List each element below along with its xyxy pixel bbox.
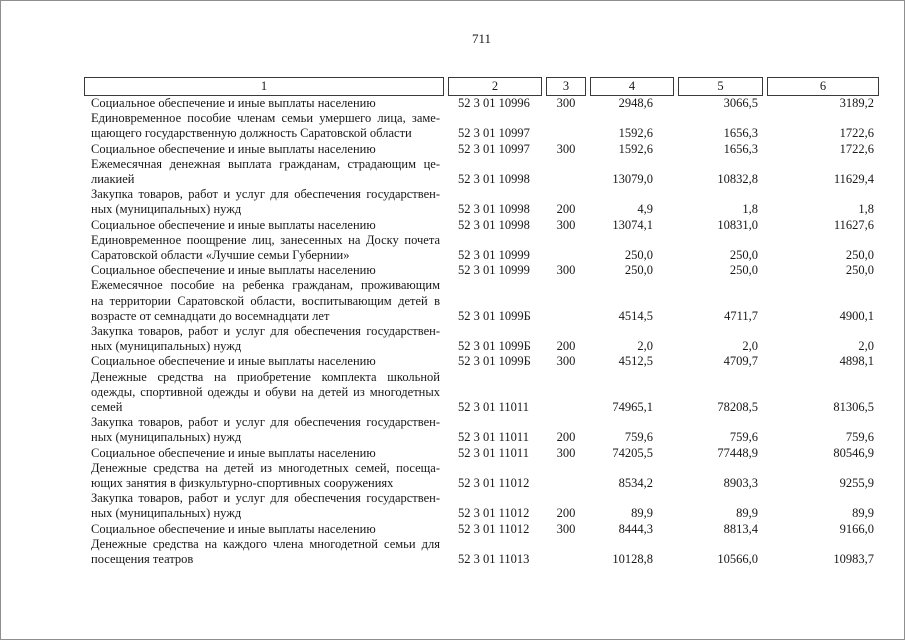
cell-amount-1: 4514,5 — [618, 308, 653, 323]
name-line: Ежемесячная денежная выплата гражданам, страдающим це- — [91, 156, 440, 171]
table-row — [84, 324, 879, 354]
cell-name — [84, 263, 444, 278]
name-line: посещения театров — [91, 552, 194, 567]
cell-amount-2: 10832,8 — [717, 172, 758, 187]
cell-name — [84, 218, 444, 233]
cell-amount-1: 10128,8 — [612, 552, 653, 567]
cell-amount-3: 81306,5 — [833, 400, 874, 415]
cell-amount-1: 4,9 — [637, 202, 653, 217]
table-row — [84, 354, 879, 369]
table-row — [84, 446, 879, 461]
cell-amount-1: 74965,1 — [612, 400, 653, 415]
name-line: Социальное обеспечение и иные выплаты населению — [91, 445, 376, 460]
cell-name — [84, 522, 444, 537]
cell-code: 52 3 01 10998 — [458, 217, 530, 232]
cell-amount-2: 4709,7 — [723, 354, 758, 369]
name-line: лиакией — [91, 172, 135, 187]
name-line: Закупка товаров, работ и услуг для обеспечения государствен- — [91, 491, 440, 506]
cell-expense-type: 300 — [556, 96, 576, 110]
name-line: Социальное обеспечение и иные выплаты населению — [91, 217, 376, 232]
cell-name — [84, 537, 444, 567]
cell-code: 52 3 01 10997 — [458, 126, 530, 141]
cell-amount-1: 250,0 — [624, 263, 653, 278]
cell-amount-1: 89,9 — [631, 506, 653, 521]
cell-amount-2: 4711,7 — [724, 308, 758, 323]
column-header-5: 5 — [678, 77, 763, 96]
name-line: Социальное обеспечение и иные выплаты населению — [91, 141, 376, 156]
cell-name — [84, 446, 444, 461]
cell-expense-type: 300 — [556, 263, 576, 278]
cell-amount-1: 13074,1 — [612, 217, 653, 232]
cell-amount-3: 9255,9 — [839, 476, 874, 491]
cell-code: 52 3 01 1099Б — [458, 354, 531, 369]
cell-expense-type — [546, 461, 586, 491]
cell-amount-2: 2,0 — [742, 339, 758, 354]
cell-amount-2: 3066,5 — [723, 96, 758, 110]
table-row — [84, 522, 879, 537]
cell-amount-3: 80546,9 — [833, 445, 874, 460]
cell-code: 52 3 01 1099Б — [458, 308, 531, 323]
cell-amount-3: 11627,6 — [833, 217, 874, 232]
name-line: на территории Саратовской области, воспитывающим детей в — [91, 293, 440, 308]
page-number: 711 — [471, 31, 492, 46]
table-row — [84, 111, 879, 141]
cell-expense-type — [546, 370, 586, 416]
cell-expense-type: 200 — [556, 202, 576, 217]
table-row — [84, 415, 879, 445]
table-row — [84, 233, 879, 263]
name-line: Социальное обеспечение и иные выплаты населению — [91, 263, 376, 278]
cell-amount-1: 8534,2 — [618, 476, 653, 491]
name-line: Единовременное пособие членам семьи умершего лица, заме- — [91, 111, 440, 126]
cell-expense-type — [546, 278, 586, 324]
cell-name — [84, 142, 444, 157]
cell-name — [84, 324, 444, 354]
cell-name — [84, 187, 444, 217]
cell-amount-2: 1,8 — [742, 202, 758, 217]
cell-amount-1: 250,0 — [624, 248, 653, 263]
name-line: Ежемесячное пособие на ребенка гражданам, проживающим — [91, 278, 440, 293]
cell-amount-3: 2,0 — [858, 339, 874, 354]
cell-amount-3: 11629,4 — [833, 172, 874, 187]
cell-amount-3: 3189,2 — [839, 96, 874, 110]
cell-amount-1: 74205,5 — [612, 445, 653, 460]
cell-amount-2: 10566,0 — [717, 552, 758, 567]
cell-amount-3: 1,8 — [858, 202, 874, 217]
cell-code: 52 3 01 10997 — [458, 141, 530, 156]
name-line: Закупка товаров, работ и услуг для обеспечения государствен- — [91, 187, 440, 202]
name-line: Единовременное поощрение лиц, занесенных на Доску почета — [91, 232, 440, 247]
cell-code: 52 3 01 11012 — [458, 506, 530, 521]
cell-amount-2: 77448,9 — [717, 445, 758, 460]
budget-table — [80, 77, 883, 567]
table-body — [84, 96, 879, 567]
table-header-row — [84, 77, 879, 96]
name-line: возрасте от семнадцати до восемнадцати лет — [91, 308, 330, 323]
table-header — [84, 77, 879, 96]
cell-amount-2: 1656,3 — [723, 126, 758, 141]
cell-code: 52 3 01 10998 — [458, 172, 530, 187]
cell-code: 52 3 01 1099Б — [458, 339, 531, 354]
cell-amount-2: 250,0 — [729, 248, 758, 263]
column-header-6: 6 — [767, 77, 879, 96]
cell-amount-2: 8813,4 — [723, 521, 758, 536]
cell-amount-3: 1722,6 — [839, 141, 874, 156]
name-line: семей — [91, 400, 123, 415]
cell-name — [84, 96, 444, 111]
cell-amount-1: 1592,6 — [618, 141, 653, 156]
name-line: одежды, спортивной одежды и обуви на детей из многодетных — [91, 384, 440, 399]
cell-name — [84, 354, 444, 369]
name-line: Социальное обеспечение и иные выплаты населению — [91, 96, 376, 110]
cell-amount-1: 1592,6 — [618, 126, 653, 141]
cell-amount-1: 4512,5 — [618, 354, 653, 369]
cell-code: 52 3 01 10996 — [458, 96, 530, 110]
cell-amount-1: 759,6 — [624, 430, 653, 445]
cell-code: 52 3 01 10999 — [458, 248, 530, 263]
name-line: ных (муниципальных) нужд — [91, 339, 242, 354]
column-header-2: 2 — [448, 77, 542, 96]
cell-name — [84, 278, 444, 324]
cell-expense-type: 200 — [556, 506, 576, 521]
cell-expense-type: 300 — [556, 354, 576, 369]
table-row — [84, 187, 879, 217]
table-row — [84, 218, 879, 233]
cell-name — [84, 370, 444, 416]
cell-amount-2: 89,9 — [736, 506, 758, 521]
cell-amount-3: 250,0 — [845, 248, 874, 263]
cell-amount-2: 759,6 — [729, 430, 758, 445]
cell-amount-2: 78208,5 — [717, 400, 758, 415]
cell-amount-3: 1722,6 — [839, 126, 874, 141]
cell-expense-type — [546, 233, 586, 263]
cell-amount-3: 4900,1 — [839, 308, 874, 323]
table-row — [84, 278, 879, 324]
name-line: Социальное обеспечение и иные выплаты населению — [91, 521, 376, 536]
cell-name — [84, 157, 444, 187]
cell-expense-type — [546, 537, 586, 567]
cell-name — [84, 461, 444, 491]
cell-name — [84, 415, 444, 445]
cell-amount-1: 13079,0 — [612, 172, 653, 187]
name-line: Саратовской области «Лучшие семьи Губернии» — [91, 248, 350, 263]
table-row — [84, 537, 879, 567]
cell-amount-3: 9166,0 — [839, 521, 874, 536]
name-line: Денежные средства на каждого члена многодетной семьи для — [91, 536, 440, 551]
cell-amount-1: 8444,3 — [618, 521, 653, 536]
cell-expense-type: 300 — [556, 445, 576, 460]
cell-amount-1: 2948,6 — [618, 96, 653, 110]
cell-name — [84, 491, 444, 521]
cell-amount-3: 250,0 — [845, 263, 874, 278]
table-row — [84, 96, 879, 111]
cell-amount-2: 10831,0 — [717, 217, 758, 232]
table-row — [84, 142, 879, 157]
name-line: Закупка товаров, работ и услуг для обеспечения государствен- — [91, 324, 440, 339]
name-line: Социальное обеспечение и иные выплаты населению — [91, 354, 376, 369]
column-header-1: 1 — [84, 77, 444, 96]
table-row — [84, 370, 879, 416]
column-header-4: 4 — [590, 77, 674, 96]
name-line: Денежные средства на приобретение комплекта школьной — [91, 369, 440, 384]
cell-amount-2: 250,0 — [729, 263, 758, 278]
cell-amount-2: 1656,3 — [723, 141, 758, 156]
cell-code: 52 3 01 11012 — [458, 476, 530, 491]
cell-amount-3: 4898,1 — [839, 354, 874, 369]
name-line: ных (муниципальных) нужд — [91, 430, 242, 445]
cell-code: 52 3 01 11012 — [458, 521, 530, 536]
name-line: ных (муниципальных) нужд — [91, 202, 242, 217]
cell-expense-type: 300 — [556, 521, 576, 536]
name-line: ных (муниципальных) нужд — [91, 506, 242, 521]
cell-code: 52 3 01 11011 — [458, 430, 529, 445]
table-row — [84, 263, 879, 278]
cell-amount-3: 759,6 — [845, 430, 874, 445]
cell-amount-3: 10983,7 — [833, 552, 874, 567]
column-header-3: 3 — [546, 77, 586, 96]
cell-amount-3: 89,9 — [852, 506, 874, 521]
cell-code: 52 3 01 10998 — [458, 202, 530, 217]
cell-name — [84, 233, 444, 263]
cell-name — [84, 111, 444, 141]
cell-expense-type: 300 — [556, 217, 576, 232]
cell-code: 52 3 01 10999 — [458, 263, 530, 278]
cell-expense-type — [546, 111, 586, 141]
cell-expense-type — [546, 157, 586, 187]
table-row — [84, 461, 879, 491]
name-line: Закупка товаров, работ и услуг для обеспечения государствен- — [91, 415, 440, 430]
cell-code: 52 3 01 11011 — [458, 445, 529, 460]
cell-expense-type: 200 — [556, 339, 576, 354]
cell-amount-2: 8903,3 — [723, 476, 758, 491]
name-line: щающего государственную должность Саратовской области — [91, 126, 412, 141]
name-line: ющих занятия в физкультурно-спортивных сооружениях — [91, 476, 394, 491]
table-row — [84, 157, 879, 187]
cell-code: 52 3 01 11011 — [458, 400, 529, 415]
cell-code: 52 3 01 11013 — [458, 552, 530, 567]
cell-expense-type: 200 — [556, 430, 576, 445]
name-line: Денежные средства на детей из многодетных семей, посеща- — [91, 460, 440, 475]
cell-expense-type: 300 — [556, 141, 576, 156]
table-row — [84, 491, 879, 521]
cell-amount-1: 2,0 — [637, 339, 653, 354]
